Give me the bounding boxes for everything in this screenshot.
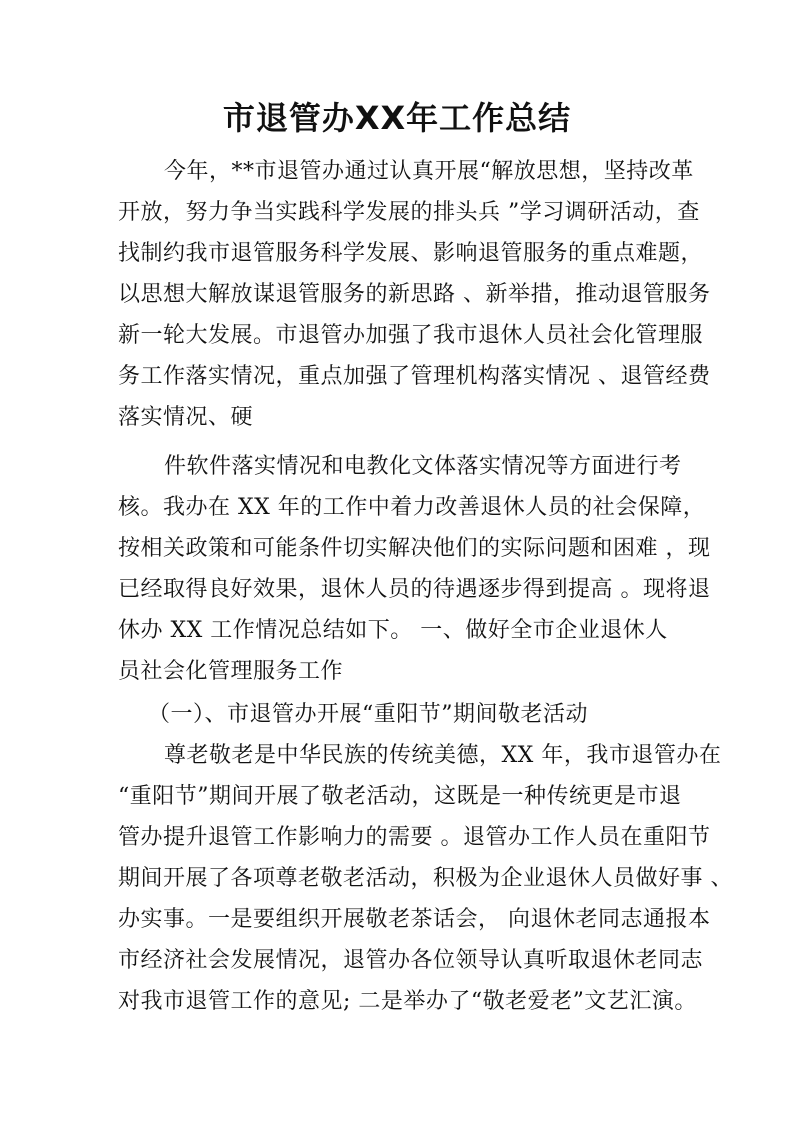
paragraph-line: 今年，**市退管办通过认真开展“解放思想，坚持改革 bbox=[164, 159, 694, 184]
paragraph-line: 核。我办在 XX 年的工作中着力改善退休人员的社会保障， bbox=[118, 495, 706, 520]
paragraph-line: 新一轮大发展。市退管办加强了我市退休人员社会化管理服 bbox=[118, 323, 704, 348]
paragraph-line: 对我市退管工作的意见; 二是举办了“敬老爱老”文艺汇演。 bbox=[118, 989, 697, 1014]
paragraph-line: “重阳节”期间开展了敬老活动，这既是一种传统更是市退 bbox=[118, 784, 682, 809]
paragraph-line: 已经取得良好效果，退休人员的待遇逐步得到提高 。现将退 bbox=[118, 577, 711, 602]
paragraph-line: 落实情况、硬 bbox=[118, 405, 254, 430]
paragraph-line: 尊老敬老是中华民族的传统美德，XX 年，我市退管办在 bbox=[164, 743, 722, 768]
paragraph-line: 期间开展了各项尊老敬老活动，积极为企业退休人员做好事 、 bbox=[118, 866, 733, 891]
section-heading: （一）、市退管办开展“重阳节”期间敬老活动 bbox=[148, 702, 588, 727]
paragraph-line: 办实事。一是要组织开展敬老茶话会， 向退休老同志通报本 bbox=[118, 907, 711, 932]
paragraph-line: 按相关政策和可能条件切实解决他们的实际问题和困难 ，现 bbox=[118, 536, 711, 561]
paragraph-line: 管办提升退管工作影响力的需要 。退管办工作人员在重阳节 bbox=[118, 825, 711, 850]
paragraph-line: 找制约我市退管服务科学发展、影响退管服务的重点难题， bbox=[118, 241, 704, 266]
paragraph-line: 件软件落实情况和电教化文体落实情况等方面进行考 bbox=[164, 454, 682, 479]
paragraph-line: 开放，努力争当实践科学发展的排头兵 ”学习调研活动，查 bbox=[118, 200, 700, 225]
paragraph-line: 以思想大解放谋退管服务的新思路 、新举措，推动退管服务 bbox=[118, 282, 711, 307]
paragraph-line: 员社会化管理服务工作 bbox=[118, 659, 344, 684]
document-title: 市退管办XX年工作总结 bbox=[222, 99, 572, 137]
paragraph-line: 市经济社会发展情况，退管办各位领导认真听取退休老同志 bbox=[118, 948, 704, 973]
paragraph-line: 休办 XX 工作情况总结如下。 一、做好全市企业退休人 bbox=[118, 618, 668, 643]
paragraph-line: 务工作落实情况，重点加强了管理机构落实情况 、退管经费 bbox=[118, 364, 711, 389]
